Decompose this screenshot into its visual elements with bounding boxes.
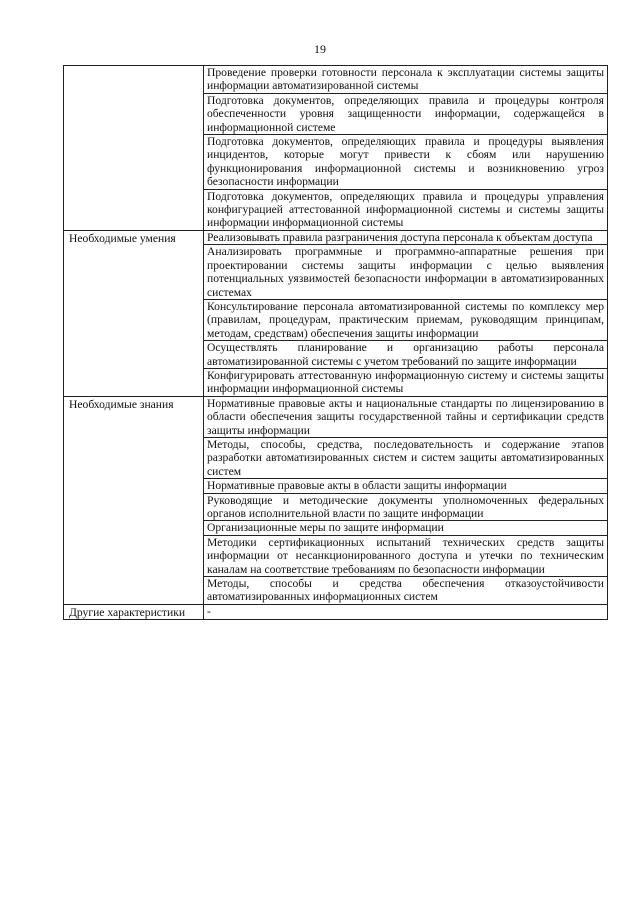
cell-text: Конфигурировать аттестованную информационную систему и системы защиты информации информационной системы: [207, 368, 604, 396]
table-cell: [204, 437, 608, 478]
cell-text: Организационные меры по защите информации: [207, 521, 444, 535]
cell-text: Консультирование персонала автоматизированной системы по комплексу мер (правилам, процедурам, практическим приемам, руководящим принципам, методам, средствам) обеспечения защиты информации: [207, 299, 604, 340]
table-cell: [204, 93, 608, 134]
cell-text: -: [207, 604, 211, 618]
table-cell: [204, 396, 608, 437]
cell-text: Анализировать программные и программно-аппаратные решения при проектировании системы защиты информации с целью выявления потенциальных уязвимостей безопасности информации в автоматизированных системах: [207, 245, 604, 299]
table-cell: [204, 66, 608, 94]
cell-text: Нормативные правовые акты в области защиты информации: [207, 479, 507, 493]
cell-text: Проведение проверки готовности персонала к эксплуатации системы защиты информации автоматизированной системы: [207, 66, 604, 93]
table-cell: [204, 245, 608, 300]
cell-text: Реализовывать правила разграничения доступа персонала к объектам доступа: [207, 230, 593, 244]
table-row: [64, 396, 608, 437]
section-label-skills: Необходимые умения: [64, 230, 204, 396]
table-cell: [204, 604, 608, 619]
cell-text: Подготовка документов, определяющих правила и процедуры контроля обеспеченности уровня защищенности информации, содержащейся в информационной системе: [207, 93, 604, 134]
cell-text: Руководящие и методические документы уполномоченных федеральных органов исполнительной власти по защите информации: [207, 493, 604, 520]
page-number: 19: [314, 42, 326, 56]
section-label: [64, 66, 204, 231]
table-cell: [204, 577, 608, 605]
section-label-other: Другие характеристики: [64, 604, 204, 619]
cell-text: Методы, способы, средства, последовательность и содержание этапов разработки автоматизированных систем и систем защиты автоматизированных систем: [207, 437, 604, 478]
table-cell: [204, 368, 608, 396]
cell-text: Методики сертификационных испытаний технических средств защиты информации от несанкционированного доступа и утечки по техническим каналам на соответствие требованиям по безопасности информации: [207, 535, 604, 576]
table-cell: [204, 479, 608, 493]
table-cell: [204, 135, 608, 190]
table-row: [64, 604, 608, 619]
table-cell: [204, 535, 608, 576]
table-row: [64, 230, 608, 244]
table-cell: [204, 493, 608, 521]
table-cell: [204, 299, 608, 340]
table-cell: [204, 230, 608, 244]
cell-text: Осуществлять планирование и организацию работы персонала автоматизированной системы с учетом требований по защите информации: [207, 341, 604, 368]
cell-text: Методы, способы и средства обеспечения отказоустойчивости автоматизированных информационных систем: [207, 577, 604, 604]
table-row: [64, 66, 608, 94]
table-cell: [204, 521, 608, 535]
competency-table: [63, 65, 608, 620]
section-label-knowledge: Необходимые знания: [64, 396, 204, 604]
cell-text: Подготовка документов, определяющих правила и процедуры выявления инцидентов, которые могут привести к сбоям или нарушению функционирования информационной системы и возникновению угроз безопасности информации: [207, 135, 604, 189]
table-cell: [204, 189, 608, 230]
cell-text: Подготовка документов, определяющих правила и процедуры управления конфигурацией аттестованной информационной системы и системы защиты информации информационной системы: [207, 189, 604, 230]
cell-text: Нормативные правовые акты и национальные стандарты по лицензированию в области обеспечения защиты государственной тайны и сертификации средств защиты информации: [207, 396, 604, 437]
table-cell: [204, 341, 608, 369]
